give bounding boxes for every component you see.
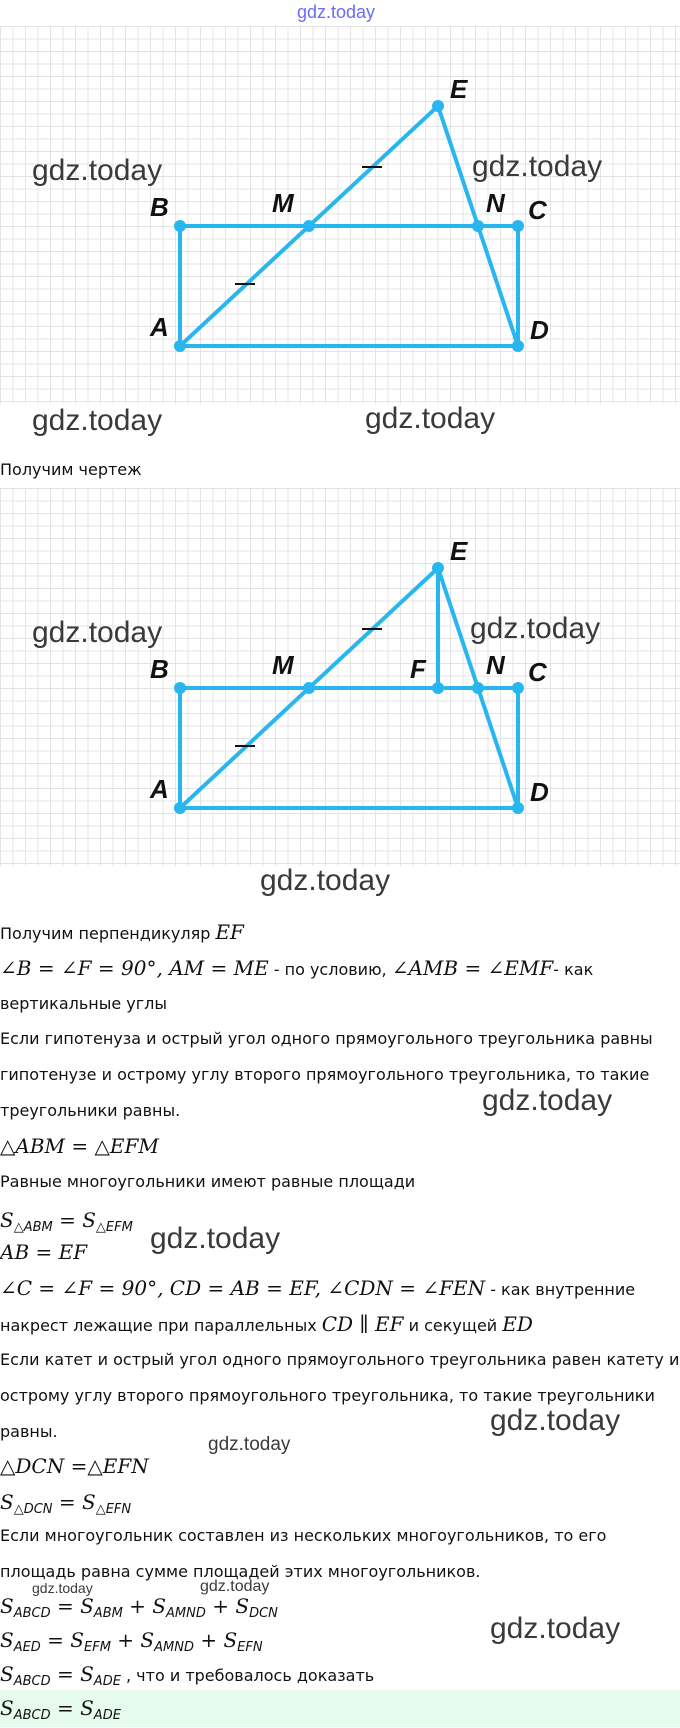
math: = S: [40, 1628, 85, 1652]
label-b: B: [150, 192, 169, 222]
math: ED: [502, 1312, 533, 1336]
math-sub: ABCD: [13, 1674, 51, 1689]
math: + S: [122, 1594, 167, 1618]
math-sub: AMND: [166, 1606, 206, 1621]
point-m: [303, 220, 315, 232]
point-f: [432, 682, 444, 694]
formula-saed-sum: [0, 1628, 263, 1660]
math-sub: ABCD: [13, 1606, 51, 1621]
watermark: gdz.today: [260, 864, 391, 897]
text-line: [0, 1134, 159, 1160]
text-line: вертикальные углы: [0, 994, 168, 1013]
math-sub: △DCN: [13, 1502, 53, 1517]
math: = S: [52, 1208, 96, 1232]
label-m: M: [272, 188, 294, 218]
text-line: Если многоугольник составлен из нескольких многоугольников, то его: [0, 1526, 607, 1545]
math-sub: ADE: [93, 1674, 121, 1689]
text: накрест лежащие при параллельных: [0, 1316, 322, 1335]
math: + S: [110, 1628, 155, 1652]
label-c: C: [528, 657, 547, 687]
math: S: [0, 1628, 14, 1652]
text-line: Если гипотенуза и острый угол одного прямоугольного треугольника равны: [0, 1029, 653, 1048]
text: - как внутренние: [485, 1280, 636, 1299]
math: S: [0, 1594, 14, 1618]
watermark: gdz.today: [490, 1404, 621, 1437]
math-sub: DCN: [249, 1606, 278, 1621]
text-line: [0, 920, 244, 946]
math-sub: ABM: [93, 1606, 123, 1621]
text: - как: [553, 960, 594, 979]
watermark: gdz.today: [365, 402, 496, 435]
point-c: [512, 682, 524, 694]
math-sub: AED: [13, 1640, 41, 1655]
watermark: gdz.today: [208, 1434, 291, 1455]
label-e: E: [450, 74, 468, 104]
math-sub: EFN: [237, 1640, 263, 1655]
text-line: [0, 1454, 149, 1480]
math: = S: [50, 1696, 94, 1720]
math: CD ∥ EF: [321, 1312, 404, 1336]
math: = S: [52, 1490, 96, 1514]
point-n: [472, 682, 484, 694]
text-line: [0, 1490, 131, 1522]
figure-1-lines: [180, 106, 520, 346]
point-m: [303, 682, 315, 694]
math-sub: ABCD: [13, 1708, 51, 1723]
label-n: N: [486, 650, 505, 680]
watermark: gdz.today: [32, 616, 163, 649]
point-d: [512, 340, 524, 352]
formula-sabcd-sum: [0, 1594, 278, 1626]
text-line: площадь равна сумме площадей этих многоугольников.: [0, 1562, 481, 1581]
caption-1: Получим чертеж: [0, 460, 142, 479]
text-line: [0, 1312, 533, 1338]
math: + S: [205, 1594, 250, 1618]
math-sub: △EFM: [95, 1220, 133, 1235]
point-e: [432, 562, 444, 574]
label-b: B: [150, 654, 169, 684]
math: = S: [50, 1594, 94, 1618]
math: S: [0, 1696, 14, 1720]
text-line: треугольники равны.: [0, 1101, 181, 1120]
point-c: [512, 220, 524, 232]
watermark: gdz.today: [32, 154, 163, 187]
label-d: D: [530, 315, 549, 345]
point-b: [174, 682, 186, 694]
figure-1-drawing: [0, 26, 680, 404]
math: EF: [215, 920, 244, 944]
figure-2-lines: [180, 568, 520, 808]
math: ∠AMB = ∠EMF: [391, 956, 554, 980]
figure-2-labels: [149, 536, 549, 807]
answer-formula: [0, 1696, 121, 1728]
text-line: [0, 1208, 133, 1240]
label-m: M: [272, 650, 294, 680]
watermark: gdz.today: [150, 1222, 281, 1255]
watermark: gdz.today: [482, 1084, 613, 1117]
point-e: [432, 100, 444, 112]
point-n: [472, 220, 484, 232]
figure-2: [0, 488, 680, 866]
math-sub: △EFN: [95, 1502, 132, 1517]
label-c: C: [528, 195, 547, 225]
text-line: острому углу второго прямоугольного треугольника, то такие треугольники: [0, 1386, 655, 1405]
watermark-top: gdz.today: [297, 2, 376, 22]
point-b: [174, 220, 186, 232]
text: и секущей: [403, 1316, 503, 1335]
math: S: [0, 1662, 14, 1686]
math-sub: AMND: [154, 1640, 194, 1655]
math: S: [0, 1208, 14, 1232]
text-line: гипотенузе и острому углу второго прямоугольного треугольника, то такие: [0, 1065, 650, 1084]
watermark: gdz.today: [32, 404, 163, 437]
text: , что и требовалось доказать: [120, 1666, 375, 1685]
math: △DCN =△EFN: [0, 1454, 149, 1478]
label-e: E: [450, 536, 468, 566]
label-d: D: [530, 777, 549, 807]
text-line: равны.: [0, 1422, 58, 1441]
watermark: gdz.today: [490, 1612, 621, 1645]
figure-1: [0, 26, 680, 404]
text-line: Если катет и острый угол одного прямоугольного треугольника равен катету и: [0, 1350, 680, 1369]
point-a: [174, 802, 186, 814]
text-line: Равные многоугольники имеют равные площади: [0, 1172, 416, 1191]
watermark: gdz.today: [32, 1580, 93, 1596]
text-line: [0, 956, 593, 982]
figure-1-labels: [149, 74, 549, 345]
label-a: A: [150, 774, 169, 804]
math: AB = EF: [0, 1240, 88, 1264]
math: ∠C = ∠F = 90°, CD = AB = EF, ∠CDN = ∠FEN: [0, 1276, 486, 1300]
math-sub: EFM: [84, 1640, 111, 1655]
watermark: gdz.today: [472, 150, 603, 183]
text-line: [0, 1276, 635, 1302]
text: Получим перпендикуляр: [0, 924, 211, 943]
point-d: [512, 802, 524, 814]
watermark: gdz.today: [470, 612, 601, 645]
watermark: gdz.today: [200, 1578, 270, 1595]
label-a: A: [150, 312, 169, 342]
math: ∠B = ∠F = 90°, AM = ME: [0, 956, 269, 980]
text: - по условию,: [268, 960, 392, 979]
label-n: N: [486, 188, 505, 218]
label-f: F: [410, 654, 426, 684]
math: = S: [50, 1662, 94, 1686]
math: + S: [193, 1628, 238, 1652]
math-sub: ADE: [93, 1708, 121, 1723]
math-sub: △ABM: [13, 1220, 53, 1235]
text-line: [0, 1240, 87, 1266]
point-a: [174, 340, 186, 352]
figure-2-drawing: [0, 488, 680, 866]
math: △ABM = △EFM: [0, 1134, 159, 1158]
math: S: [0, 1490, 14, 1514]
